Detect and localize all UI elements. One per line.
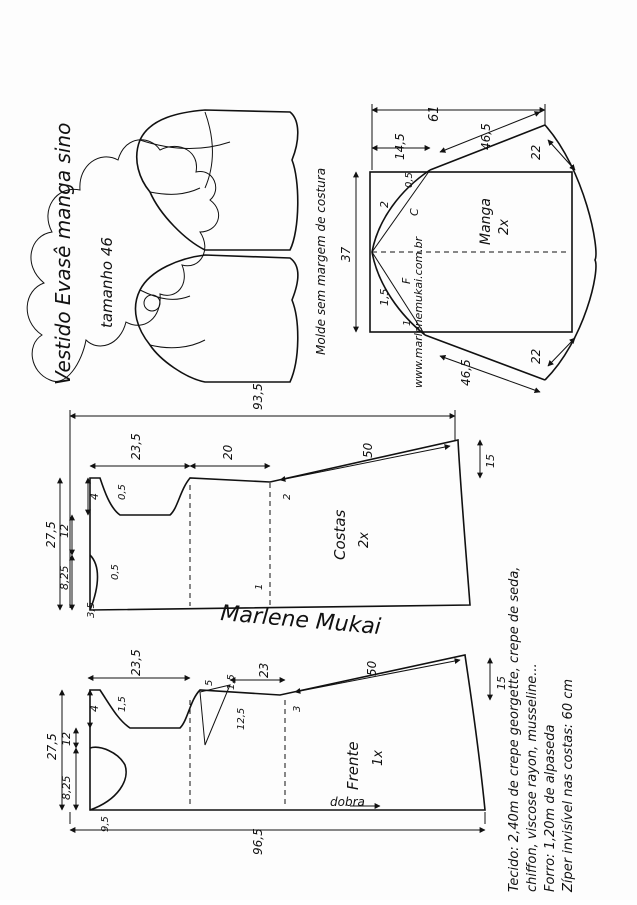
- back-waist-to-flare: 20: [221, 444, 235, 460]
- front-shoulder-width: 27,5: [45, 733, 59, 760]
- title-text: Vestido Evasê manga sino: [51, 122, 75, 385]
- back-shoulder-width: 27,5: [44, 521, 58, 548]
- front-dart-top: 5: [204, 679, 215, 686]
- front-hem-flare: 15: [495, 676, 508, 690]
- size-text: tamanho 46: [98, 237, 116, 328]
- front-dart-edge: 3: [292, 705, 303, 712]
- back-neck-edge: 3,5: [86, 602, 97, 618]
- back-shoulder-drop: 4: [88, 493, 101, 500]
- note-line-1: Tecido: 2,40m de crepe georgette, crepe de seda,: [507, 566, 522, 892]
- front-dart-diag: 12,5: [236, 707, 247, 730]
- seam-note: Molde sem margem de costura: [314, 167, 328, 355]
- note-line-2: chiffon, viscose rayon, musseline...: [525, 663, 540, 892]
- front-armhole-small: 1,5: [117, 696, 128, 712]
- dress-sketch-back: [137, 110, 298, 250]
- back-top-to-waist: 23,5: [129, 433, 143, 460]
- sleeve-cap-depth-top: 2: [378, 201, 391, 208]
- sleeve-flare-bottom: 46,5: [459, 359, 473, 386]
- front-neck-depth: 12: [60, 732, 73, 746]
- signature: Marlene Mukai: [219, 601, 382, 640]
- sleeve-label: Manga: [478, 198, 494, 245]
- front-neck-width: 8,25: [60, 775, 73, 800]
- back-hem-flare: 15: [484, 454, 497, 468]
- front-pattern: [45, 649, 508, 855]
- back-hem-mark-b: 1: [254, 583, 265, 590]
- front-fold: dobra: [330, 795, 365, 809]
- back-hem-mark-a: 2: [282, 493, 293, 500]
- back-flare: 50: [361, 442, 375, 458]
- sleeve-small-a: 0,5: [404, 172, 415, 188]
- sleeve-count: 2x: [497, 219, 512, 235]
- back-label: Costas: [331, 509, 349, 560]
- front-top-to-waist: 23,5: [129, 649, 143, 676]
- note-line-4: Zíper invisível nas costas: 60 cm: [561, 678, 576, 892]
- front-count: 1x: [371, 750, 386, 766]
- front-neck-edge: 9,5: [100, 816, 111, 832]
- front-label: Frente: [344, 741, 362, 790]
- back-neck-depth: 12: [58, 524, 71, 538]
- front-dart-side: 1,5: [226, 674, 237, 690]
- front-total-length: 96,5: [251, 828, 265, 855]
- note-line-3: Forro: 1,20m de alpaseda: [543, 724, 558, 892]
- front-dart-length: 23: [257, 662, 271, 678]
- back-pattern: [44, 383, 497, 618]
- dress-sketch-front: [135, 255, 297, 382]
- sleeve-hem-offset-bottom: 22: [529, 348, 543, 364]
- sleeve-cap-length: 37: [339, 246, 353, 262]
- sleeve-hem-offset-top: 22: [529, 144, 543, 160]
- back-count: 2x: [357, 532, 372, 548]
- back-total-length: 93,5: [251, 383, 265, 410]
- sleeve-letter-c: C: [408, 208, 421, 216]
- front-shoulder-drop: 4: [88, 705, 101, 712]
- front-flare: 50: [365, 660, 379, 676]
- website: www.marlenemukai.com.br: [412, 236, 425, 388]
- sleeve-flare-top: 46,5: [479, 123, 493, 150]
- sleeve-letter-f: F: [400, 277, 413, 284]
- fabric-notes: [507, 567, 576, 893]
- sleeve-cap-width: 14,5: [393, 133, 407, 160]
- sleeve-pattern: [339, 104, 596, 392]
- back-neck-small: 0,5: [110, 564, 121, 580]
- back-armhole-small: 0,5: [117, 484, 128, 500]
- back-neck-width: 8,25: [58, 565, 71, 590]
- sleeve-total-width: 61: [427, 105, 442, 122]
- sleeve-cap-depth-bottom: 1,5: [378, 288, 391, 306]
- sleeve-small-b: 1: [402, 319, 413, 326]
